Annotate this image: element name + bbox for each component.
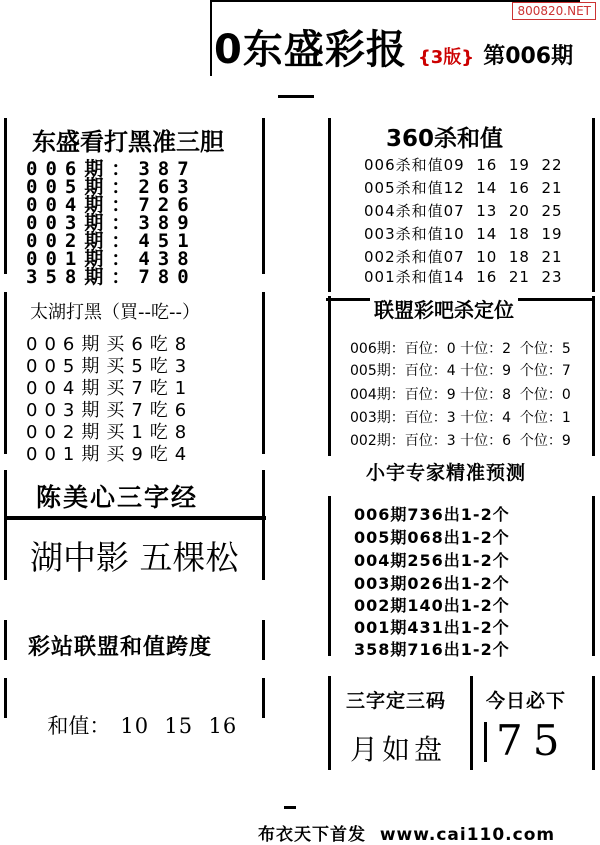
- s360-row: 006杀和值09 16 19 22: [364, 156, 563, 174]
- alliance-row: 002期：百位：3 十位：6 个位：9: [350, 433, 571, 449]
- span-title: 彩站联盟和值跨度: [28, 634, 213, 660]
- header-title-line: [214, 18, 573, 75]
- s360-row: 001杀和值14 16 21 23: [364, 268, 563, 286]
- issue-label: 第006期: [483, 44, 574, 69]
- header-border-left: [210, 0, 212, 76]
- expert-row: 358期716出1-2个: [354, 640, 510, 659]
- dan-row: 001期：438: [26, 248, 197, 270]
- alliance-right-border: [592, 296, 595, 456]
- watermark-text: 800820.NET: [517, 4, 591, 18]
- span-left-border: [4, 620, 7, 660]
- expert-row: 004期256出1-2个: [354, 551, 510, 570]
- span-values: 10 15 16: [120, 714, 238, 738]
- today-title: 今日必下: [486, 690, 567, 712]
- title-prefix: 0: [214, 27, 243, 73]
- expert-row: 003期026出1-2个: [354, 574, 510, 593]
- dan-row: 004期：726: [26, 194, 197, 216]
- footer-dash: [284, 806, 296, 809]
- three-title: 三字定三码: [346, 690, 447, 712]
- edition-label: {3版}: [417, 47, 475, 68]
- s360-left-border: [328, 118, 331, 292]
- dan-row: 005期：263: [26, 176, 197, 198]
- taihu-title: 太湖打黑（買--吃--）: [30, 302, 200, 323]
- expert-row: 005期068出1-2个: [354, 528, 510, 547]
- today-vbar: [484, 722, 487, 762]
- taihu-row: 002期买1吃8: [26, 422, 194, 443]
- dan-row: 003期：389: [26, 212, 197, 234]
- dan-row: 006期：387: [26, 158, 197, 180]
- taihu-row: 005期买5吃3: [26, 356, 194, 377]
- s360-right-border: [592, 118, 595, 292]
- footer-text: 布衣天下首发 www.cai110.com: [258, 825, 556, 845]
- s360-row: 004杀和值07 13 20 25: [364, 202, 563, 220]
- taihu-right-border: [262, 292, 265, 454]
- expert-title: 小宇专家精准预测: [366, 462, 527, 484]
- dan-right-border: [262, 118, 265, 274]
- span-left-border-2: [4, 678, 7, 718]
- header: [210, 0, 580, 76]
- span-values-line: [34, 686, 237, 740]
- dan-row: 002期：451: [26, 230, 197, 252]
- alliance-row: 004期：百位：9 十位：8 个位：0: [350, 387, 571, 403]
- alliance-row: 006期：百位：0 十位：2 个位：5: [350, 341, 571, 357]
- chen-right-border: [262, 470, 265, 580]
- taihu-row: 004期买7吃1: [26, 378, 194, 399]
- three-mid-border: [470, 676, 473, 770]
- dan-title: 东盛看打黑准三胆: [32, 128, 224, 156]
- s360-row: 002杀和值07 10 18 21: [364, 248, 563, 266]
- s360-row: 005杀和值12 14 16 21: [364, 179, 563, 197]
- page-title: 东盛彩报: [242, 27, 407, 73]
- today-value: 75: [496, 716, 570, 765]
- alliance-left-border: [328, 296, 331, 456]
- dan-left-border: [4, 118, 7, 274]
- dan-row: 358期：780: [26, 266, 197, 288]
- expert-right-border: [592, 496, 595, 656]
- alliance-title: 联盟彩吧杀定位: [370, 294, 518, 323]
- taihu-row: 001期买9吃4: [26, 444, 194, 465]
- taihu-row: 003期买7吃6: [26, 400, 194, 421]
- three-phrase: 月如盘: [350, 733, 447, 766]
- chen-divider: [4, 516, 266, 520]
- taihu-row: 006期买6吃8: [26, 334, 194, 355]
- chen-phrase: 湖中影 五棵松: [30, 538, 239, 577]
- s360-row: 003杀和值10 14 18 19: [364, 225, 563, 243]
- expert-row: 002期140出1-2个: [354, 596, 510, 615]
- taihu-left-border: [4, 292, 7, 454]
- header-border-top: [210, 0, 580, 2]
- today-right-border: [592, 676, 595, 770]
- alliance-row: 005期：百位：4 十位：9 个位：7: [350, 363, 571, 379]
- expert-row: 006期736出1-2个: [354, 505, 510, 524]
- expert-left-border: [328, 496, 331, 656]
- alliance-row: 003期：百位：3 十位：4 个位：1: [350, 410, 571, 426]
- expert-row: 001期431出1-2个: [354, 618, 510, 637]
- chen-left-border: [4, 470, 7, 580]
- header-dash: [278, 95, 314, 98]
- span-right-border-2: [262, 678, 265, 718]
- span-right-border: [262, 620, 265, 660]
- chen-title: 陈美心三字经: [36, 483, 199, 512]
- three-left-border: [328, 676, 331, 770]
- span-label: 和值：: [47, 714, 111, 738]
- s360-title: 360杀和值: [386, 126, 504, 152]
